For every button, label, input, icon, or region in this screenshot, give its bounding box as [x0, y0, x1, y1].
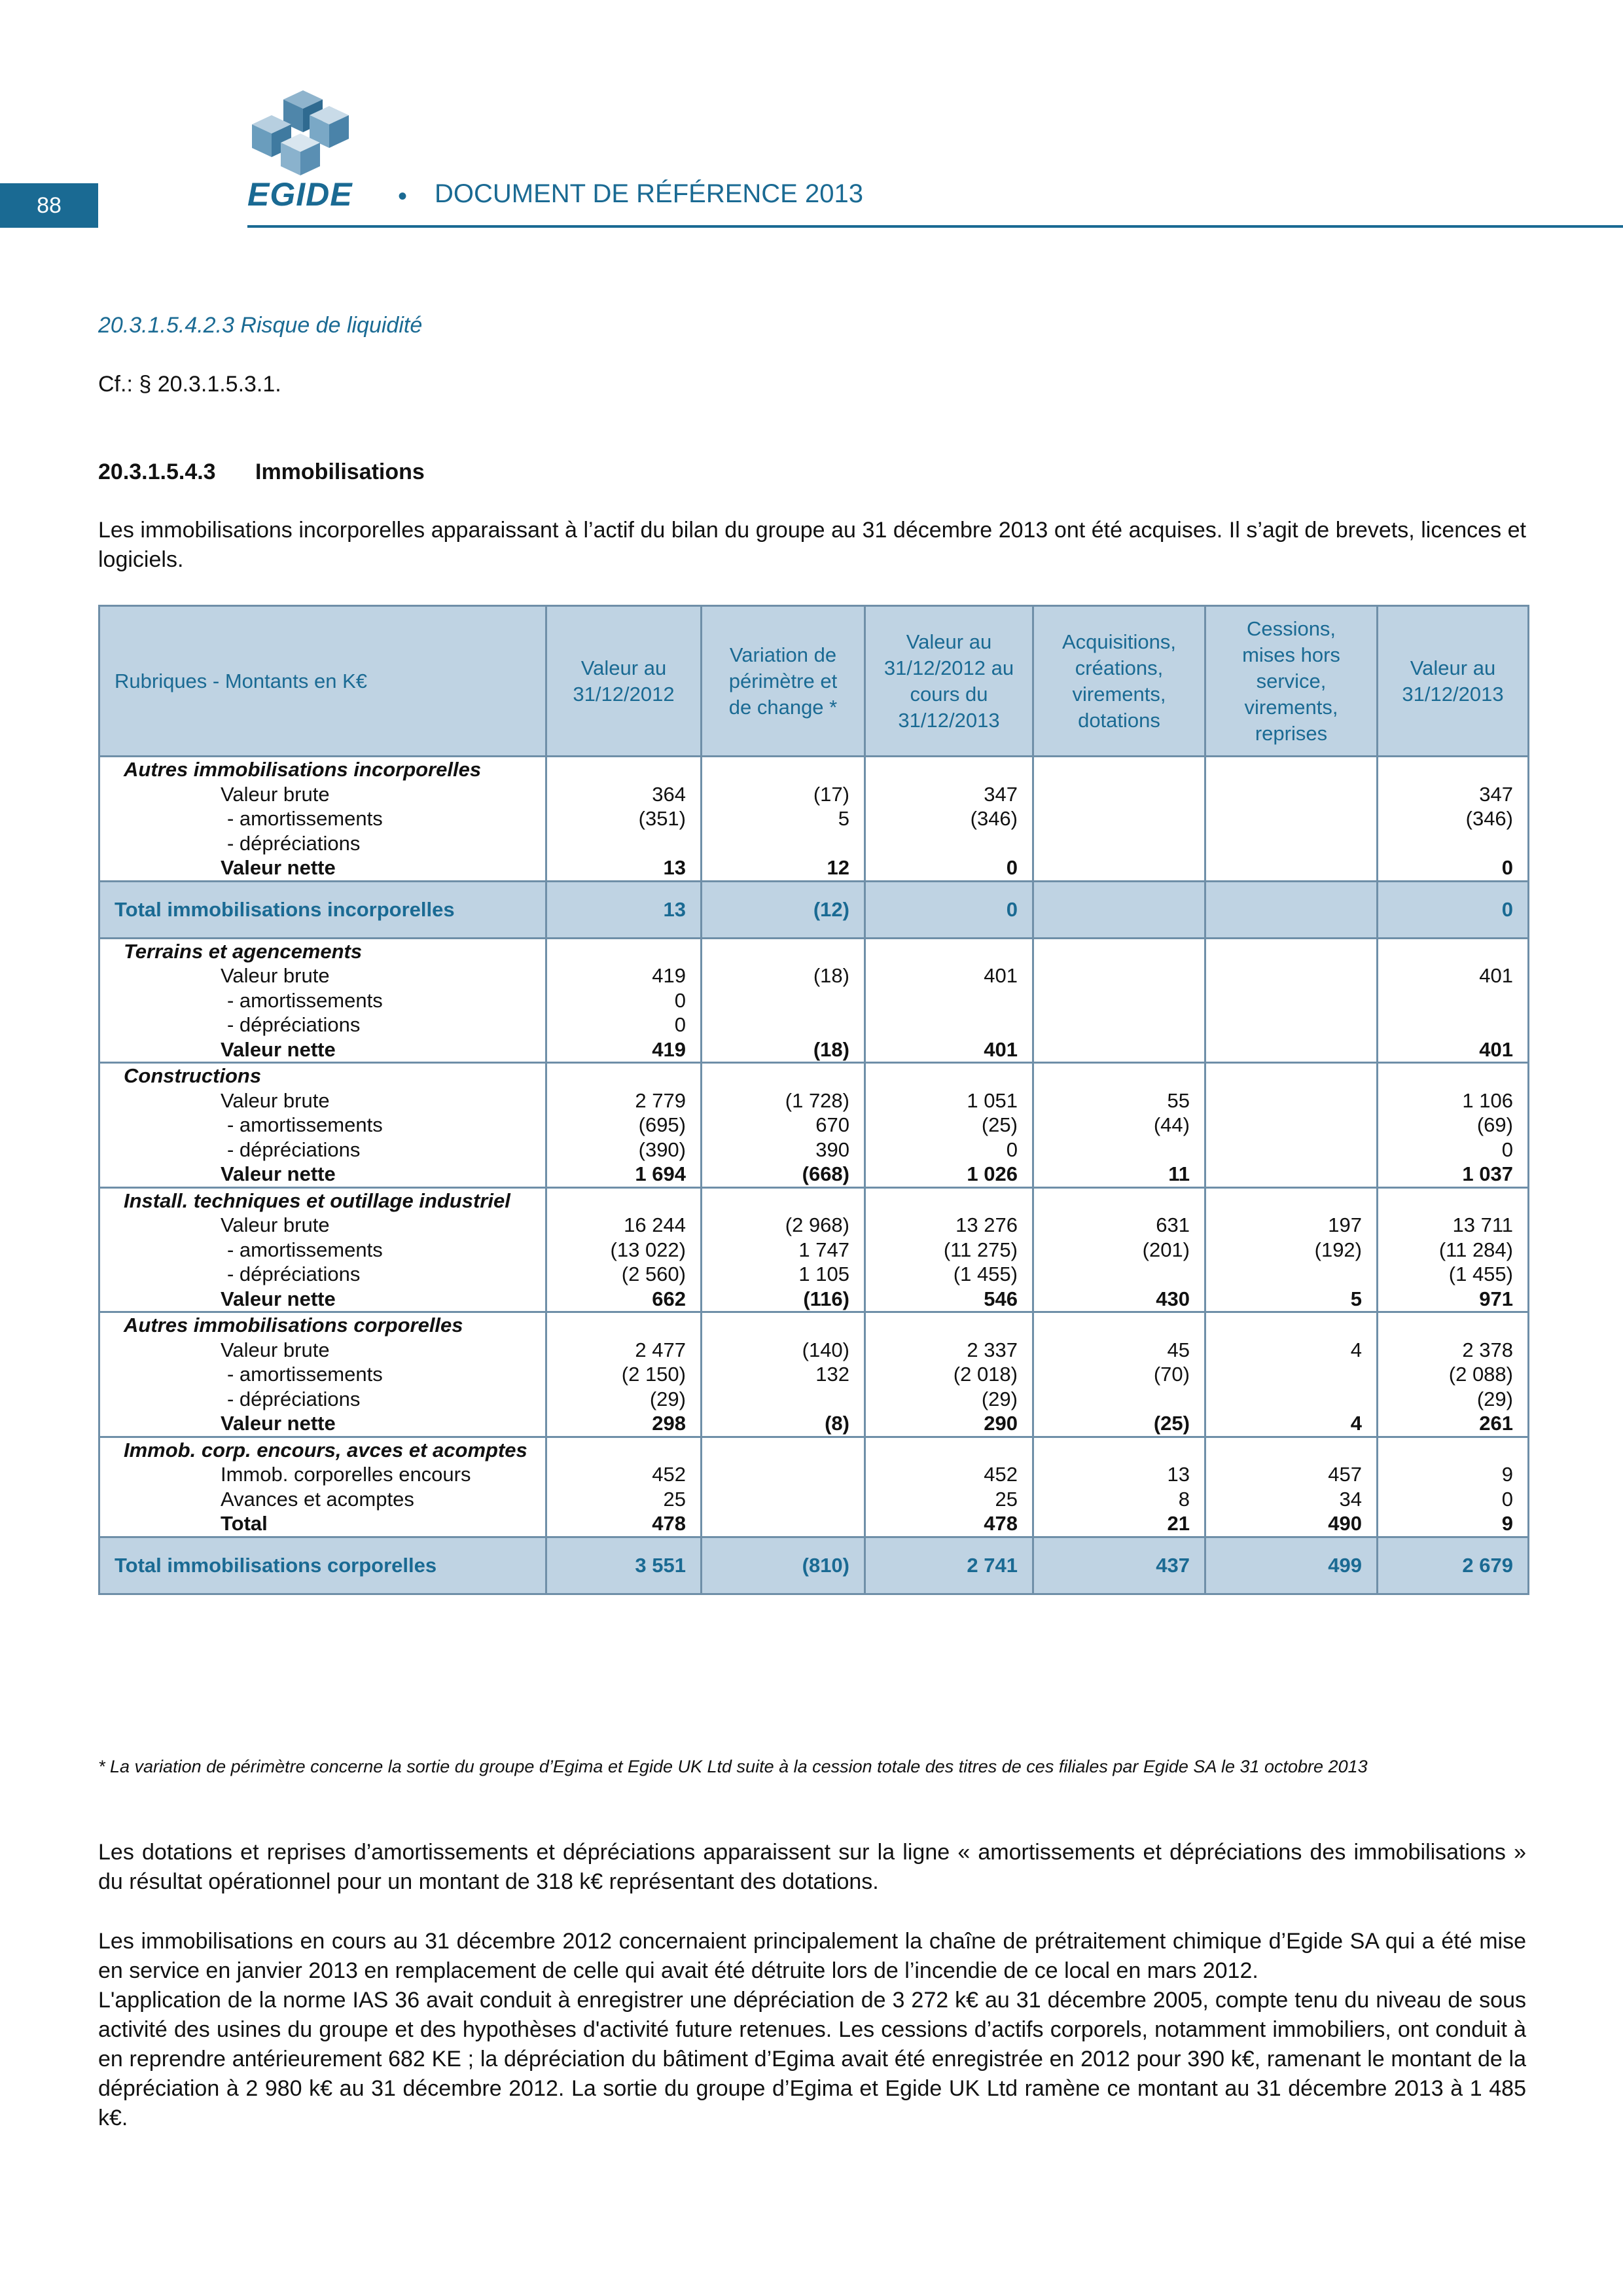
total-value: 2 741 — [865, 1537, 1033, 1594]
column-header: Rubriques - Montants en K€ — [99, 606, 546, 757]
column-header: Valeur au 31/12/2012 au cours du 31/12/2013 — [865, 606, 1033, 757]
table-cell: 9 — [1501, 1463, 1513, 1486]
subsection-title: 20.3.1.5.4.2.3 Risque de liquidité — [98, 313, 423, 338]
table-cell — [1393, 1013, 1513, 1037]
table-cell: (1 455) — [953, 1263, 1018, 1285]
table-cell: 298 — [652, 1412, 686, 1435]
table-cell: (29) — [649, 1387, 686, 1410]
value-column — [702, 757, 865, 882]
table-cell: (2 968) — [785, 1213, 849, 1236]
header-divider — [247, 225, 1623, 228]
table-row — [99, 757, 1529, 882]
value-column — [1378, 938, 1529, 1063]
value-column — [702, 938, 865, 1063]
value-column — [1378, 757, 1529, 882]
value-column — [865, 1187, 1033, 1312]
total-value: (12) — [702, 881, 865, 938]
table-cell — [1221, 806, 1362, 831]
encours-paragraph-line-2: L'application de la norme IAS 36 avait conduit à enregistrer une dépréciation de 3 272 k€ au 31 décembre 2005, compte tenu du niveau de sous activité des usines du groupe et des hypothèses d'activité future retenues. Les cessions d’actifs corporels, notamment immobiliers, ont conduit à en reprendre antérieurement 682 KE ; la dépréciation du bâtiment d’Egima avait été enregistrée en 2012 pour 390 k€, ramenant le montant de la dépréciation à 2 980 k€ au 31 décembre 2012. La sortie du groupe d’Egima et Egide UK Ltd ramène ce montant au 31 décembre 2013 à 1 485 k€. — [98, 1988, 1526, 2130]
row-labels — [99, 757, 546, 882]
value-column — [1205, 1187, 1378, 1312]
table-cell: 401 — [984, 1037, 1018, 1061]
table-cell: 490 — [1328, 1512, 1362, 1535]
table-cell — [1048, 1037, 1190, 1062]
value-column — [865, 1063, 1033, 1188]
block-title: Install. techniques et outillage industriel — [124, 1189, 510, 1212]
value-column — [702, 1187, 865, 1312]
block-title: Terrains et agencements — [124, 939, 363, 963]
table-cell: 971 — [1479, 1287, 1513, 1310]
total-value: 13 — [546, 881, 702, 938]
table-cell — [1221, 1037, 1362, 1062]
table-cell: (69) — [1476, 1113, 1513, 1136]
table-cell: (1 455) — [1448, 1263, 1513, 1285]
table-cell: 364 — [652, 782, 686, 806]
table-cell: 34 — [1339, 1487, 1362, 1511]
table-cell: (18) — [813, 964, 849, 987]
table-cell: 478 — [652, 1512, 686, 1535]
total-label: Total immobilisations corporelles — [99, 1537, 546, 1594]
table-cell: 8 — [1178, 1487, 1190, 1511]
value-column — [1033, 938, 1205, 1063]
value-column — [1378, 1437, 1529, 1537]
value-column — [865, 757, 1033, 882]
table-cell: 1 051 — [967, 1088, 1018, 1112]
total-row — [99, 1537, 1529, 1594]
value-column — [865, 1312, 1033, 1437]
table-cell — [1221, 782, 1362, 807]
table-footnote: * La variation de périmètre concerne la sortie du groupe d’Egima et Egide UK Ltd suite à la cession totale des titres de ces filiales par Egide SA le 31 octobre 2013 — [98, 1757, 1368, 1776]
row-labels — [99, 938, 546, 1063]
table-cell — [1048, 806, 1190, 831]
row-label: Avances et acomptes — [221, 1487, 414, 1511]
table-cell: (29) — [981, 1387, 1018, 1410]
table-cell: (2 088) — [1448, 1363, 1513, 1386]
table-cell: (2 150) — [621, 1363, 686, 1386]
row-label: - dépréciations — [227, 1387, 361, 1410]
row-label: Valeur brute — [221, 1213, 330, 1236]
encours-paragraph-line-1: Les immobilisations en cours au 31 décembre 2012 concernaient principalement la chaîne de prétraitement chimique d’Egide SA qui a été mise en service en janvier 2013 en remplacement de celle qui avait été détruite lors de l’incendie de ce local en mars 2012. — [98, 1929, 1526, 1983]
table-row — [99, 1437, 1529, 1537]
table-cell: 45 — [1167, 1338, 1190, 1361]
table-cell: 55 — [1167, 1088, 1190, 1112]
table-cell — [1048, 1387, 1190, 1412]
table-row — [99, 1312, 1529, 1437]
row-label: Valeur nette — [221, 1162, 336, 1185]
value-column — [865, 1437, 1033, 1537]
value-column — [1033, 1187, 1205, 1312]
block-title: Immob. corp. encours, avces et acomptes — [124, 1438, 527, 1462]
table-cell: 13 276 — [955, 1213, 1018, 1236]
table-cell — [1221, 1262, 1362, 1287]
value-column — [1205, 938, 1378, 1063]
value-column — [1205, 1437, 1378, 1537]
table-cell: (2 560) — [621, 1263, 686, 1285]
table-cell: 419 — [652, 1037, 686, 1061]
value-column — [1033, 1437, 1205, 1537]
table-row — [99, 1063, 1529, 1188]
table-cell — [1221, 831, 1362, 856]
value-column — [1033, 757, 1205, 882]
value-column — [546, 1187, 702, 1312]
table-cell: 0 — [1501, 856, 1513, 879]
section-heading — [98, 459, 425, 485]
row-labels — [99, 1063, 546, 1188]
value-column — [702, 1063, 865, 1188]
table-cell: 11 — [1168, 1162, 1190, 1185]
table-cell: (29) — [1476, 1387, 1513, 1410]
table-cell: 457 — [1328, 1463, 1362, 1486]
table-row — [99, 938, 1529, 1063]
table-cell — [1221, 1162, 1362, 1187]
table-cell — [1393, 831, 1513, 856]
table-cell: 546 — [984, 1287, 1018, 1310]
row-labels — [99, 1437, 546, 1537]
column-header: Valeur au 31/12/2013 — [1378, 606, 1529, 757]
table-cell: 670 — [815, 1113, 849, 1136]
row-label: Valeur nette — [221, 1037, 336, 1061]
table-cell: 419 — [652, 964, 686, 987]
table-cell — [717, 988, 849, 1013]
table-cell: 478 — [984, 1512, 1018, 1535]
table-cell: (18) — [813, 1037, 849, 1061]
table-cell: 2 378 — [1462, 1338, 1513, 1361]
value-column — [1033, 1312, 1205, 1437]
table-cell — [1048, 831, 1190, 856]
table-cell: (668) — [802, 1162, 849, 1185]
table-cell: (201) — [1142, 1238, 1190, 1261]
table-cell — [717, 1462, 849, 1487]
table-cell: 1 694 — [635, 1162, 686, 1185]
row-label: Valeur brute — [221, 1338, 330, 1361]
table-cell — [717, 1387, 849, 1412]
total-label: Total immobilisations incorporelles — [99, 881, 546, 938]
table-cell: (17) — [813, 782, 849, 806]
section-number: 20.3.1.5.4.3 — [98, 459, 216, 484]
table-cell: (346) — [1465, 807, 1513, 830]
table-cell: (140) — [802, 1338, 849, 1361]
table-cell: 0 — [1501, 1487, 1513, 1511]
row-label: Valeur nette — [221, 1412, 336, 1435]
total-value: 0 — [865, 881, 1033, 938]
table-cell — [562, 831, 686, 856]
table-cell — [1048, 1013, 1190, 1037]
table-cell: 1 105 — [798, 1263, 849, 1285]
page-number: 88 — [0, 183, 98, 228]
table-cell: 2 477 — [635, 1338, 686, 1361]
row-labels — [99, 1312, 546, 1437]
table-cell: (192) — [1314, 1238, 1362, 1261]
immobilisations-table — [98, 605, 1529, 1595]
dotations-paragraph: Les dotations et reprises d’amortissements et dépréciations apparaissent sur la ligne « amortissements et dépréciations des immobilisations » du résultat opérationnel pour un montant de 318 k€ représentant des dotations. — [98, 1840, 1526, 1894]
table-cell — [717, 1487, 849, 1512]
column-header: Variation de périmètre et de change * — [702, 606, 865, 757]
row-label: - amortissements — [227, 1238, 383, 1261]
table-cell — [880, 988, 1018, 1013]
table-header-row — [99, 606, 1529, 757]
logo-wordmark: EGIDE — [247, 176, 353, 213]
table-cell: 261 — [1479, 1412, 1513, 1435]
table-cell: 0 — [1006, 856, 1018, 879]
table-cell: 452 — [652, 1463, 686, 1486]
table-cell: 390 — [815, 1138, 849, 1161]
table-cell — [717, 831, 849, 856]
table-cell: 1 747 — [798, 1238, 849, 1261]
row-label: - amortissements — [227, 807, 383, 830]
table-cell: (695) — [638, 1113, 686, 1136]
total-value: 0 — [1378, 881, 1529, 938]
row-label: - amortissements — [227, 988, 383, 1012]
table-cell: 631 — [1156, 1213, 1190, 1236]
value-column — [546, 938, 702, 1063]
table-cell — [1221, 1013, 1362, 1037]
row-label: - dépréciations — [227, 1138, 361, 1161]
table-cell: 0 — [674, 988, 686, 1012]
table-body — [99, 757, 1529, 1594]
table-cell: (11 284) — [1438, 1238, 1513, 1261]
table-cell: 4 — [1350, 1338, 1362, 1361]
table-cell: 25 — [663, 1487, 686, 1511]
block-title: Autres immobilisations incorporelles — [124, 758, 482, 781]
block-title: Constructions — [124, 1064, 262, 1087]
header-bullet: • — [398, 182, 408, 211]
table-cell: 13 711 — [1452, 1213, 1513, 1236]
value-column — [865, 938, 1033, 1063]
table-cell: 347 — [984, 782, 1018, 806]
table-cell: 0 — [1501, 1138, 1513, 1161]
row-label: Immob. corporelles encours — [221, 1463, 471, 1486]
row-label: - amortissements — [227, 1113, 383, 1136]
table-cell: (11 275) — [943, 1238, 1018, 1261]
table-cell — [1221, 1387, 1362, 1412]
table-cell: (351) — [638, 807, 686, 830]
row-label: Valeur brute — [221, 1088, 330, 1112]
intro-paragraph: Les immobilisations incorporelles apparaissant à l’actif du bilan du groupe au 31 décembre 2013 ont été acquises. Il s’agit de brevets, licences et logiciels. — [98, 518, 1526, 572]
table-cell: 401 — [1479, 964, 1513, 987]
table-cell: 25 — [995, 1487, 1018, 1511]
table-cell: (8) — [825, 1412, 849, 1435]
value-column — [1378, 1187, 1529, 1312]
value-column — [1378, 1063, 1529, 1188]
total-value — [1205, 881, 1378, 938]
document-title: DOCUMENT DE RÉFÉRENCE 2013 — [435, 179, 863, 208]
table-cell — [1048, 963, 1190, 988]
total-value — [1033, 881, 1205, 938]
total-value: 499 — [1205, 1537, 1378, 1594]
column-header: Cessions, mises hors service, virements, reprises — [1205, 606, 1378, 757]
row-label: - dépréciations — [227, 831, 361, 855]
row-label: Valeur brute — [221, 964, 330, 987]
table-cell: 1 106 — [1462, 1088, 1513, 1112]
total-value: (810) — [702, 1537, 865, 1594]
table-cell — [880, 1013, 1018, 1037]
table-cell — [717, 1511, 849, 1536]
total-value: 437 — [1033, 1537, 1205, 1594]
table-cell: 12 — [827, 856, 849, 879]
table-cell — [1221, 1088, 1362, 1113]
table-cell: 13 — [1167, 1463, 1190, 1486]
column-header: Valeur au 31/12/2012 — [546, 606, 702, 757]
value-column — [702, 1312, 865, 1437]
table-cell: 0 — [674, 1013, 686, 1036]
table-cell: 1 037 — [1462, 1162, 1513, 1185]
value-column — [1205, 1312, 1378, 1437]
table-cell — [1221, 855, 1362, 880]
table-cell — [1221, 963, 1362, 988]
table-cell: 0 — [1006, 1138, 1018, 1161]
table-cell: 290 — [984, 1412, 1018, 1435]
value-column — [546, 757, 702, 882]
table-cell: 5 — [838, 807, 849, 830]
table-row — [99, 1187, 1529, 1312]
row-label: - dépréciations — [227, 1013, 361, 1036]
total-value: 2 679 — [1378, 1537, 1529, 1594]
table-cell — [880, 831, 1018, 856]
section-title: Immobilisations — [255, 459, 425, 484]
value-column — [546, 1063, 702, 1188]
total-row — [99, 881, 1529, 938]
table-cell: 21 — [1167, 1512, 1190, 1535]
table-cell — [1221, 1362, 1362, 1387]
table-cell: (116) — [803, 1287, 849, 1310]
table-cell — [1048, 782, 1190, 807]
row-label: - amortissements — [227, 1363, 383, 1386]
row-label: Total — [221, 1512, 268, 1535]
table-cell: 401 — [984, 964, 1018, 987]
value-column — [1378, 1312, 1529, 1437]
row-label: - dépréciations — [227, 1263, 361, 1285]
table-cell: 662 — [652, 1287, 686, 1310]
table-cell — [1048, 988, 1190, 1013]
table-cell: 132 — [815, 1363, 849, 1386]
table-cell: 2 337 — [967, 1338, 1018, 1361]
table-cell: 347 — [1479, 782, 1513, 806]
row-label: Valeur nette — [221, 856, 336, 879]
table-cell: (70) — [1153, 1363, 1190, 1386]
table-cell — [1048, 1262, 1190, 1287]
table-cell: 197 — [1328, 1213, 1362, 1236]
table-cell — [1221, 1138, 1362, 1162]
table-cell — [1221, 1113, 1362, 1138]
table-cell: 13 — [663, 856, 686, 879]
table-cell: (25) — [981, 1113, 1018, 1136]
table-cell — [1048, 855, 1190, 880]
value-column — [1205, 1063, 1378, 1188]
table-cell — [1048, 1138, 1190, 1162]
value-column — [702, 1437, 865, 1537]
table-cell: 4 — [1350, 1412, 1362, 1435]
table-cell: (2 018) — [953, 1363, 1018, 1386]
value-column — [546, 1312, 702, 1437]
table-cell: 16 244 — [624, 1213, 686, 1236]
table-cell: (346) — [970, 807, 1018, 830]
value-column — [1205, 757, 1378, 882]
table-cell: 1 026 — [967, 1162, 1018, 1185]
block-title: Autres immobilisations corporelles — [124, 1314, 463, 1336]
table-cell: 9 — [1501, 1512, 1513, 1535]
table-cell: 452 — [984, 1463, 1018, 1486]
table-cell — [1393, 988, 1513, 1013]
value-column — [546, 1437, 702, 1537]
table-cell — [717, 1013, 849, 1037]
cross-reference: Cf.: § 20.3.1.5.3.1. — [98, 372, 281, 397]
table-cell: 2 779 — [635, 1088, 686, 1112]
value-column — [1033, 1063, 1205, 1188]
table-cell: 5 — [1350, 1287, 1362, 1310]
table-cell: (13 022) — [610, 1238, 686, 1261]
table-cell: (1 728) — [785, 1088, 849, 1112]
row-labels — [99, 1187, 546, 1312]
table-cell: 401 — [1479, 1037, 1513, 1061]
row-label: Valeur brute — [221, 782, 330, 806]
row-label: Valeur nette — [221, 1287, 336, 1310]
total-value: 3 551 — [546, 1537, 702, 1594]
table-cell: (44) — [1153, 1113, 1190, 1136]
table-cell — [1221, 988, 1362, 1013]
table-cell: (390) — [638, 1138, 686, 1161]
table-cell: (25) — [1153, 1412, 1190, 1435]
encours-paragraph — [98, 1927, 1526, 2133]
table-cell: 430 — [1156, 1287, 1190, 1310]
column-header: Acquisitions, créations, virements, dotations — [1033, 606, 1205, 757]
